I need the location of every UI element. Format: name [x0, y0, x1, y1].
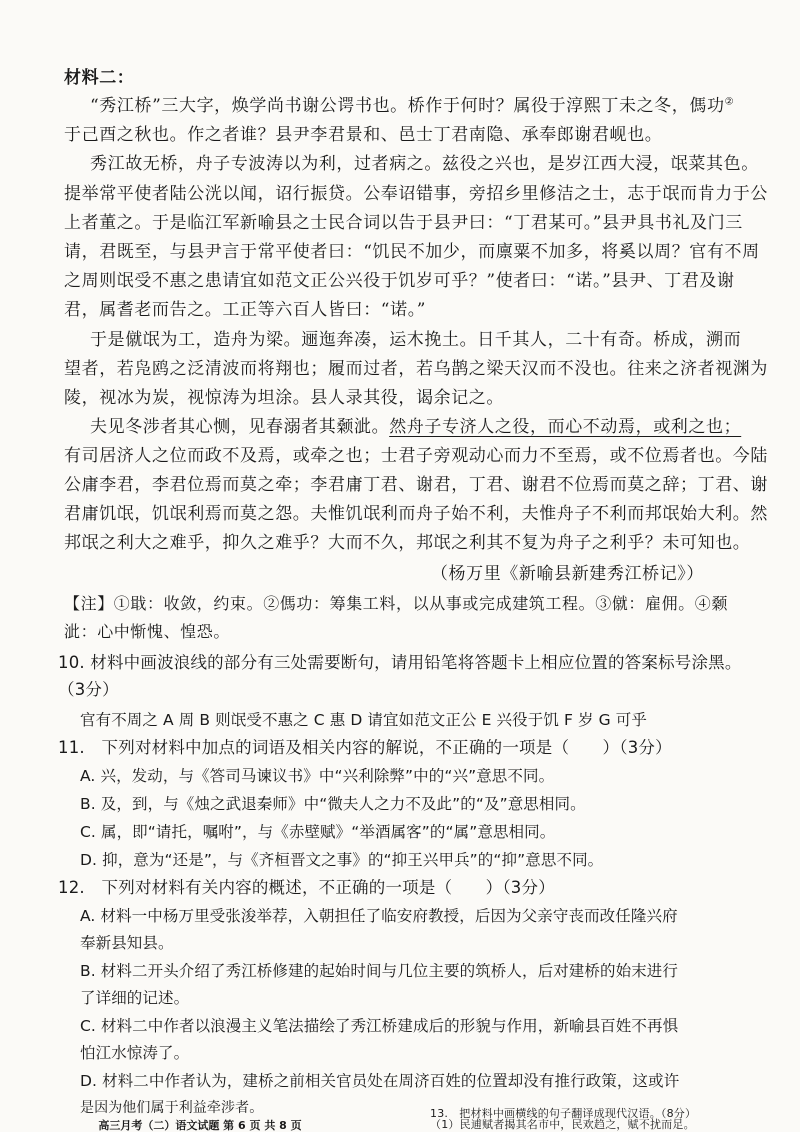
material-line: 于己酉之秋也。作之者谁？县尹李君景和、邑士丁君南隐、承奉郎谢君岘也。: [64, 125, 663, 145]
q10-answer-options: 官有不周之 A 周 B 则氓受不惠之 C 惠 D 请宜如范文正公 E 兴役于饥 F 岁 G 可乎: [80, 711, 647, 729]
material-line: 君，属耆老而告之。工正等六百人皆曰：“诺。”: [64, 300, 427, 320]
material-line: 之周则氓受不惠之患请宜如范文正公兴役于饥岁可乎？”使者曰：“诺。”县尹、丁君及谢: [64, 271, 735, 291]
material-line: 于是僦氓为工，造舟为梁。逦迤奔凑，运木挽土。日千其人，二十有奇。桥成，溯而: [90, 330, 742, 350]
material-line: 望者，若凫鸥之泛清波而将翔也；履而过者，若乌鹊之梁天汉而不没也。往来之济者视渊为: [64, 359, 768, 379]
material-heading: 材料二：: [64, 68, 135, 88]
material-source: （杨万里《新喻县新建秀江桥记》）: [430, 564, 704, 584]
page-footer: 高三月考（二）语文试题 第 6 页 共 8 页: [98, 1119, 302, 1132]
material-line: 陵，视冰为炭，视惊涛为坦涂。县人录其役，谒余记之。: [64, 388, 504, 408]
material-line: 秀江故无桥，舟子专波涛以为利，过者病之。兹役之兴也，是岁江西大浸，氓菜其色。: [90, 154, 759, 174]
q10-score: （3分）: [58, 680, 119, 699]
notes-line: 【注】①戢：收敛，约束。②傌功：筹集工料，以从事或完成建筑工程。③僦：雇佣。④颡: [64, 594, 729, 613]
q13-stem: 13. 把材料中画横线的句子翻译成现代汉语。（8分）: [430, 1107, 697, 1120]
q12-option-c: C. 材料二中作者以浪漫主义笔法描绘了秀江桥建成后的形貌与作用，新喻县百姓不再惧: [80, 1017, 679, 1035]
q10-stem: 10. 材料中画波浪线的部分有三处需要断句，请用铅笔将答题卡上相应位置的答案标号涂黑。: [58, 653, 742, 672]
q12-option-d: D. 材料二中作者认为，建桥之前相关官员处在周济百姓的位置却没有推行政策，这或许: [80, 1072, 680, 1090]
q13-sub1: （1）民逋赋者揭其名市中，民欢趋之，赋不扰而足。: [430, 1118, 695, 1131]
q12-option-d-cont: 是因为他们属于利益牵涉者。: [80, 1100, 264, 1116]
underlined-sentence: 然舟子专济人之役，而心不动焉，或利之也；: [389, 417, 742, 437]
q11-option-b: B. 及，到，与《烛之武退秦师》中“微夫人之力不及此”的“及”意思相同。: [80, 795, 586, 813]
material-line: 公庸李君，李君位焉而莫之牵；李君庸丁君、谢君，丁君、谢君不位焉而莫之辞；丁君、谢: [64, 475, 768, 495]
material-line: 夫见冬涉者其心恻，见春溺者其颡泚。然舟子专济人之役，而心不动焉，或利之也；: [90, 417, 742, 437]
q12-stem: 12. 下列对材料有关内容的概述，不正确的一项是（ ）（3分）: [58, 878, 555, 897]
q11-option-a: A. 兴，发动，与《答司马谏议书》中“兴利除弊”中的“兴”意思不同。: [80, 767, 555, 785]
q12-option-b: B. 材料二开头介绍了秀江桥修建的起始时间与几位主要的筑桥人，后对建桥的始末进行: [80, 962, 678, 980]
material-line: 君庸饥氓，饥氓利焉而莫之怨。夫惟饥氓利而舟子始不利，夫惟舟子不利而邦氓始大利。然: [64, 504, 768, 524]
q12-option-c-cont: 怕江水惊涛了。: [80, 1044, 190, 1062]
q11-stem: 11. 下列对材料中加点的词语及相关内容的解说，不正确的一项是（ ）（3分）: [58, 738, 672, 757]
material-line: “秀江桥”三大字，焕学尚书谢公谔书也。桥作于何时？属役于淳熙丁未之冬，傌功②: [90, 96, 735, 116]
material-line: 请，君既至，与县尹言于常平使者曰：“饥民不加少，而廪粟不加多，将奚以周？官有不周: [64, 242, 760, 262]
material-line: 邦氓之利大之难乎，抑久之难乎？大而不久，邦氓之利其不复为舟子之利乎？未可知也。: [64, 533, 751, 553]
material-line: 上者董之。于是临江军新喻县之士民合词以告于县尹曰：“丁君某可。”县尹具书礼及门三: [64, 213, 743, 233]
q12-option-a: A. 材料一中杨万里受张浚举荐，入朝担任了临安府教授，后因为父亲守丧而改任隆兴府: [80, 907, 678, 925]
material-line: 有司居济人之位而政不及焉，或牵之也；士君子旁观动心而力不至焉，或不位焉者也。今陆: [64, 446, 768, 466]
q11-option-c: C. 属，即“请托，嘱咐”，与《赤壁赋》“举酒属客”的“属”意思相同。: [80, 823, 556, 841]
material-line: 提举常平使者陆公洸以闻，诏行振贷。公奉诏错事，旁招乡里修洁之士，志于氓而肯力于公: [64, 184, 768, 204]
notes-line: 泚：心中惭愧、惶恐。: [64, 622, 231, 641]
q12-option-b-cont: 了详细的记述。: [80, 989, 190, 1007]
q12-option-a-cont: 奉新县知县。: [80, 934, 174, 952]
q11-option-d: D. 抑，意为“还是”，与《齐桓晋文之事》的“抑王兴甲兵”的“抑”意思不同。: [80, 851, 604, 869]
